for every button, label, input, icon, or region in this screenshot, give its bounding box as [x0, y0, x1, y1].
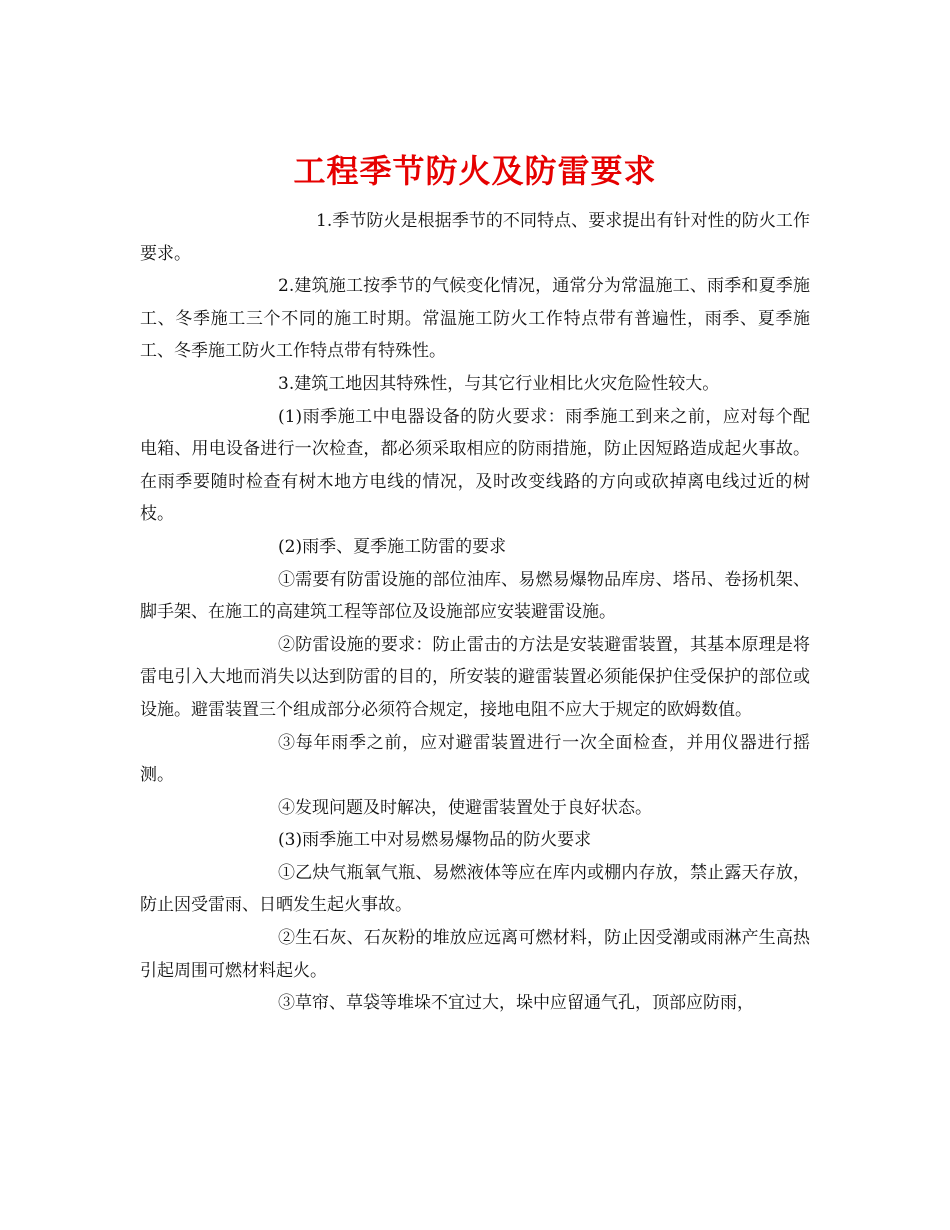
- document-title: 工程季节防火及防雷要求: [293, 152, 657, 191]
- paragraph-13: ③草帘、草袋等堆垛不宜过大，垛中应留通气孔，顶部应防雨，: [278, 993, 754, 1014]
- paragraph-12: ②生石灰、石灰粉的堆放应远离可燃材料，防止因受潮或雨淋产生高热引起周围可燃材料起火。: [140, 928, 810, 981]
- paragraph-6: ①需要有防雷设施的部位油库、易燃易爆物品库房、塔吊、卷扬机架、脚手架、在施工的高建筑工程等部位及设施部应安装避雷设施。: [140, 569, 810, 623]
- paragraph-11: ①乙炔气瓶氧气瓶、易燃液体等应在库内或棚内存放，禁止露天存放，防止因受雷雨、日晒发生起火事故。: [140, 862, 810, 916]
- paragraph-4: (1)雨季施工中电器设备的防火要求：雨季施工到来之前，应对每个配电箱、用电设备进行一次检查，都必须采取相应的防雨措施，防止因短路造成起火事故。在雨季要随时检查有树木地方电线的情况，及时改变线路的方向或砍掉离电线过近的树枝。: [140, 406, 810, 525]
- paragraph-8: ③每年雨季之前，应对避雷装置进行一次全面检查，并用仪器进行摇测。: [140, 732, 810, 786]
- paragraph-10: (3)雨季施工中对易燃易爆物品的防火要求: [278, 830, 592, 851]
- paragraph-3: 3.建筑工地因其特殊性，与其它行业相比火灾危险性较大。: [278, 373, 720, 394]
- paragraph-1: 1.季节防火是根据季节的不同特点、要求提出有针对性的防火工作要求。: [140, 211, 810, 264]
- paragraph-9: ④发现问题及时解决，使避雷装置处于良好状态。: [278, 797, 652, 818]
- document-body: [140, 205, 810, 1020]
- paragraph-2: 2.建筑施工按季节的气候变化情况，通常分为常温施工、雨季和夏季施工、冬季施工三个不同的施工时期。常温施工防火工作特点带有普遍性，雨季、夏季施工、冬季施工防火工作特点带有特殊性。: [140, 276, 810, 362]
- paragraph-7: ②防雷设施的要求：防止雷击的方法是安装避雷装置，其基本原理是将雷电引入大地而消失以达到防雷的目的，所安装的避雷装置必须能保护住受保护的部位或设施。避雷装置三个组成部分必须符合规定，接地电阻不应大于规定的欧姆数值。: [140, 634, 810, 720]
- paragraph-5: (2)雨季、夏季施工防雷的要求: [278, 536, 507, 557]
